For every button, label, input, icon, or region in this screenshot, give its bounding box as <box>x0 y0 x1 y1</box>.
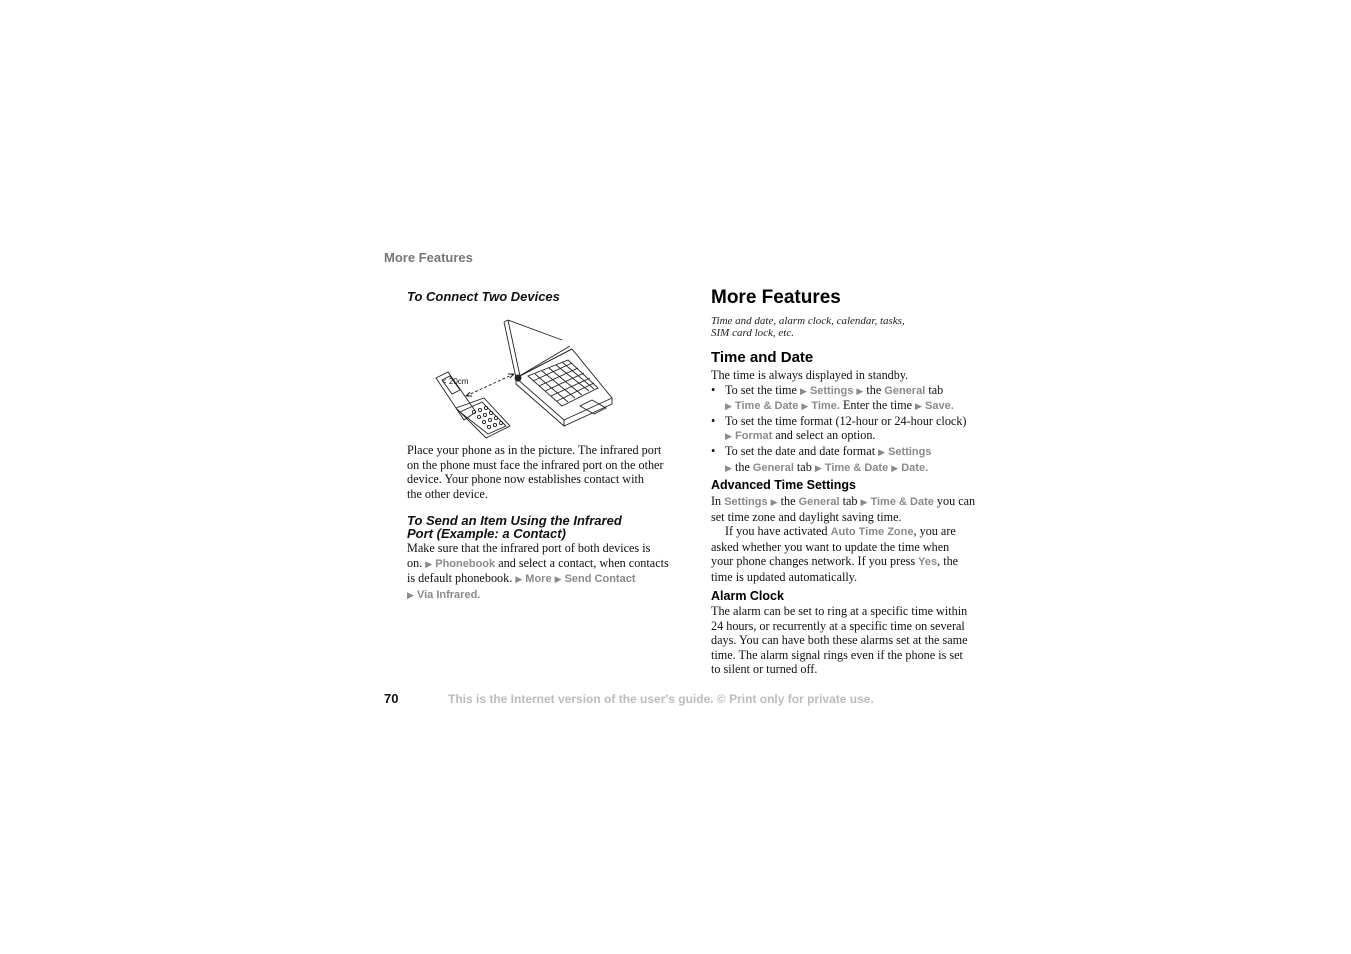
cmd-send-contact: Send Contact <box>564 573 636 586</box>
connect-paragraph: Place your phone as in the picture. The infrared port on the phone must face the infrared port on the other device. Your phone now establishes contact with the other device. <box>407 443 664 501</box>
infrared-connection-illustration <box>430 316 620 440</box>
bullet-date-format: • To set the date and date format ▶ Settings ▶ the General tab ▶ Time & Date ▶ Date. <box>711 444 981 475</box>
section-subtitle: Time and date, alarm clock, calendar, tasks, SIM card lock, etc. <box>711 315 905 339</box>
advanced-time-body: In Settings ▶ the General tab ▶ Time & Date you can set time zone and daylight saving time. If you have activated Auto Time Zone, you are asked whether you want to update the time when your phone changes network. If you press Yes, the time is updated automatically. <box>711 494 976 584</box>
running-header: More Features <box>384 250 473 265</box>
page-number: 70 <box>384 691 399 706</box>
send-item-heading: To Send an Item Using the Infrared Port (Example: a Contact) <box>407 513 622 541</box>
alarm-clock-body: The alarm can be set to ring at a specific time within 24 hours, or recurrently at a specific time on several days. You can have both these alarms set at the same time. The alarm signal rings even if the phone is set to silent or turned off. <box>711 604 968 677</box>
time-date-body: The time is always displayed in standby. • To set the time ▶ Settings ▶ the General tab ▶ Time & Date ▶ Time. Enter the time ▶ Save. • To set the time format (12-hour or 24-hour clock) ▶ Format and select an option. • To set the date and date format ▶ Settings ▶ the General tab ▶ Time & Date ▶ Date. <box>711 368 981 475</box>
send-item-paragraph: Make sure that the infrared port of both devices is on. ▶ Phonebook and select a contact, when contacts is default phonebook. ▶ More ▶ Send Contact ▶ Via Infrared. <box>407 541 669 601</box>
cmd-via-infrared: Via Infrared <box>416 588 478 601</box>
advanced-time-heading: Advanced Time Settings <box>711 478 856 492</box>
cmd-more: More <box>525 573 552 586</box>
section-title: More Features <box>711 287 841 308</box>
time-date-heading: Time and Date <box>711 349 814 366</box>
cmd-phonebook: Phonebook <box>435 557 496 570</box>
alarm-clock-heading: Alarm Clock <box>711 589 784 603</box>
bullet-set-time: • To set the time ▶ Settings ▶ the General tab ▶ Time & Date ▶ Time. Enter the time ▶ Save. <box>711 383 981 414</box>
bullet-time-format: • To set the time format (12-hour or 24-hour clock) ▶ Format and select an option. <box>711 414 981 444</box>
connect-devices-heading: To Connect Two Devices <box>407 289 560 304</box>
distance-label: < 20cm <box>442 377 469 386</box>
footer-note: This is the Internet version of the user's guide. © Print only for private use. <box>448 692 874 706</box>
